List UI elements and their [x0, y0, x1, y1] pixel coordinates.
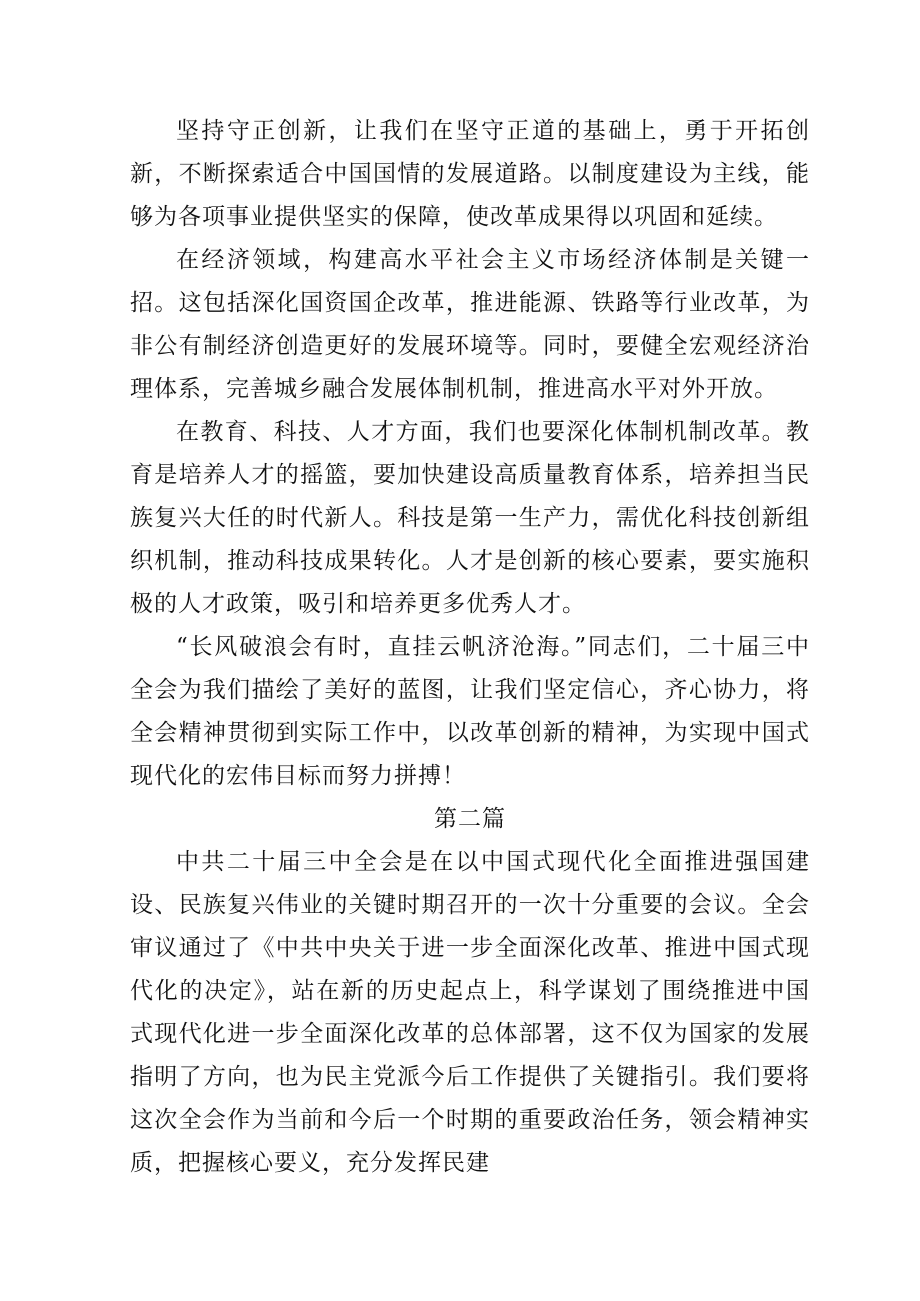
paragraph-plenum-introduction: 中共二十届三中全会是在以中国式现代化全面推进强国建设、民族复兴伟业的关键时期召开的一次十分重要的会议。全会审议通过了《中共中央关于进一步全面深化改革、推进中国式现代化的决定》，站在新的历史起点上，科学谋划了围绕推进中国式现代化进一步全面深化改革的总体部署，这不仅为国家的发展指明了方向，也为民主党派今后工作提供了关键指引。我们要将这次全会作为当前和今后一个时期的重要政治任务，领会精神实质，把握核心要义，充分发挥民建 [130, 849, 810, 1176]
paragraph-economic-reform: 在经济领域，构建高水平社会主义市场经济体制是关键一招。这包括深化国资国企改革，推进能源、铁路等行业改革，为非公有制经济创造更好的发展环境等。同时，要健全宏观经济治理体系，完善城乡融合发展体制机制，推进高水平对外开放。 [130, 247, 810, 402]
section-heading: 第二篇 [434, 806, 506, 832]
paragraph-upholding-innovation: 坚持守正创新，让我们在坚守正道的基础上，勇于开拓创新，不断探索适合中国国情的发展道路。以制度建设为主线，能够为各项事业提供坚实的保障，使改革成果得以巩固和延续。 [130, 118, 810, 230]
document-body [130, 110, 810, 1185]
paragraph-closing-quote: “长风破浪会有时，直挂云帆济沧海。”同志们，二十届三中全会为我们描绘了美好的蓝图，让我们坚定信心，齐心协力，将全会精神贯彻到实际工作中，以改革创新的精神，为实现中国式现代化的宏伟目标而努力拼搏！ [130, 634, 810, 789]
paragraph-education-science-talent: 在教育、科技、人才方面，我们也要深化体制机制改革。教育是培养人才的摇篮，要加快建设高质量教育体系，培养担当民族复兴大任的时代新人。科技是第一生产力，需优化科技创新组织机制，推动科技成果转化。人才是创新的核心要素，要实施积极的人才政策，吸引和培养更多优秀人才。 [130, 419, 810, 617]
